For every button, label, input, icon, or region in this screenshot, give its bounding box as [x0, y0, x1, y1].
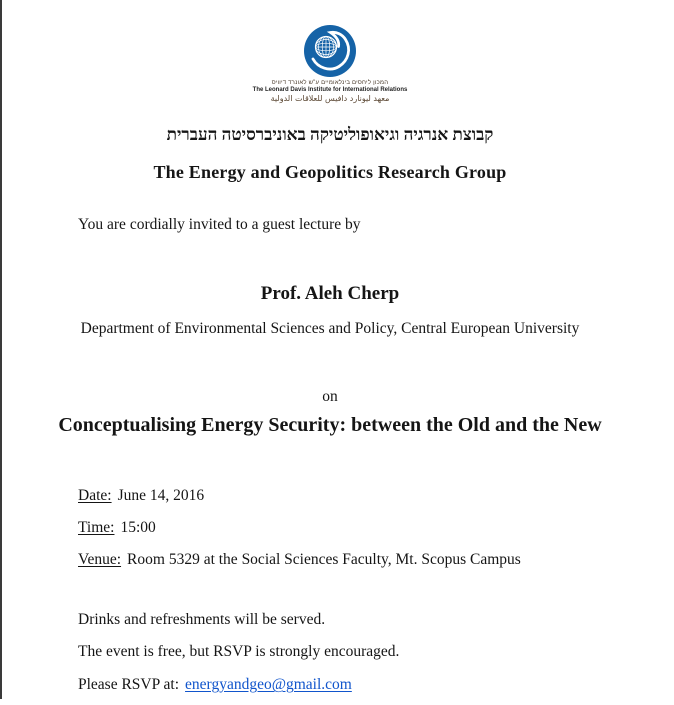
note-free-rsvp: The event is free, but RSVP is strongly encouraged.	[78, 643, 400, 660]
detail-row-venue	[78, 551, 521, 569]
venue-value: Room 5329 at the Social Sciences Faculty, Mt. Scopus Campus	[127, 551, 521, 568]
on-word: on	[322, 388, 338, 405]
page-left-edge-line	[0, 0, 2, 699]
institute-name-arabic: معهد ليونارد دافيس للعلاقات الدولية	[270, 94, 390, 103]
detail-row-time	[78, 519, 156, 537]
venue-label: Venue:	[78, 551, 122, 568]
group-title-hebrew: קבוצת אנרגיה וגיאופוליטיקה באוניברסיטה העברית	[166, 125, 494, 144]
lecture-title: Conceptualising Energy Security: between the Old and the New	[58, 414, 602, 436]
institute-name-hebrew: המכון ליחסים בינלאומיים ע"ש לאונרד דיוויס	[271, 80, 389, 86]
time-value: 15:00	[120, 519, 156, 536]
date-label: Date:	[78, 487, 112, 504]
institute-name-english: The Leonard Davis Institute for International Relations	[252, 87, 408, 93]
time-label: Time:	[78, 519, 115, 536]
group-title-english: The Energy and Geopolitics Research Group	[153, 162, 507, 182]
date-value: June 14, 2016	[117, 487, 205, 504]
rsvp-line	[78, 676, 352, 694]
speaker-affiliation: Department of Environmental Sciences and Policy, Central European University	[80, 320, 580, 337]
globe-swoosh-icon	[303, 24, 357, 78]
institute-logo	[0, 24, 660, 103]
rsvp-email-link[interactable]: energyandgeo@gmail.com	[185, 676, 352, 693]
rsvp-label: Please RSVP at:	[78, 676, 180, 693]
detail-row-date	[78, 487, 204, 505]
speaker-name: Prof. Aleh Cherp	[260, 283, 400, 304]
note-refreshments: Drinks and refreshments will be served.	[78, 611, 326, 628]
invitation-line: You are cordially invited to a guest lecture by	[78, 216, 361, 233]
